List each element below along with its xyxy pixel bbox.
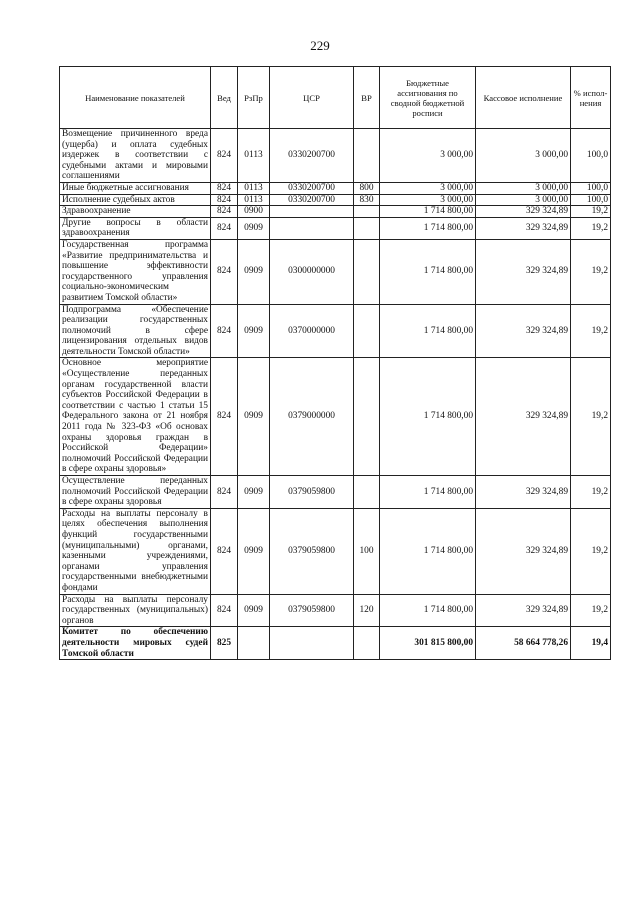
row-vr: [354, 358, 380, 476]
row-vr: 120: [354, 594, 380, 627]
row-cash: 329 324,89: [476, 358, 571, 476]
header-cash: Кассовое исполнение: [476, 67, 571, 129]
row-vr: 800: [354, 182, 380, 194]
row-budget: 301 815 800,00: [380, 627, 476, 660]
row-ved: 824: [211, 358, 238, 476]
row-pct: 100,0: [571, 194, 611, 206]
row-cash: 329 324,89: [476, 476, 571, 509]
row-ved: 824: [211, 476, 238, 509]
row-ved: 824: [211, 304, 238, 358]
header-csr: ЦСР: [270, 67, 354, 129]
row-rzpr: 0900: [238, 206, 270, 218]
row-vr: 830: [354, 194, 380, 206]
row-csr: 0330200700: [270, 194, 354, 206]
row-csr: [270, 217, 354, 239]
row-vr: [354, 206, 380, 218]
row-vr: [354, 129, 380, 183]
row-csr: 0370000000: [270, 304, 354, 358]
row-rzpr: 0909: [238, 304, 270, 358]
row-name: Комитет по обеспечению деятельности мировых судей Томской области: [60, 627, 211, 660]
row-rzpr: 0113: [238, 194, 270, 206]
header-budget: Бюджетные ассигнования по сводной бюджетной росписи: [380, 67, 476, 129]
table-row: [60, 358, 611, 476]
row-budget: 3 000,00: [380, 194, 476, 206]
row-budget: 1 714 800,00: [380, 476, 476, 509]
row-cash: 329 324,89: [476, 217, 571, 239]
row-csr: 0379059800: [270, 508, 354, 594]
budget-execution-table: [59, 66, 611, 660]
row-budget: 1 714 800,00: [380, 508, 476, 594]
row-pct: 19,2: [571, 476, 611, 509]
row-pct: 19,2: [571, 304, 611, 358]
row-cash: 58 664 778,26: [476, 627, 571, 660]
row-pct: 19,4: [571, 627, 611, 660]
row-vr: [354, 239, 380, 304]
row-rzpr: 0909: [238, 508, 270, 594]
row-vr: 100: [354, 508, 380, 594]
row-pct: 19,2: [571, 239, 611, 304]
row-name: Исполнение судебных актов: [60, 194, 211, 206]
header-vr: ВР: [354, 67, 380, 129]
row-name: Возмещение причиненного вреда (ущерба) и оплата судебных издержек в соответствии с судебными актами и мировыми соглашениями: [60, 129, 211, 183]
row-rzpr: 0909: [238, 239, 270, 304]
row-csr: 0330200700: [270, 129, 354, 183]
row-cash: 329 324,89: [476, 508, 571, 594]
table-row: [60, 594, 611, 627]
row-pct: 19,2: [571, 594, 611, 627]
row-ved: 824: [211, 194, 238, 206]
row-rzpr: 0909: [238, 476, 270, 509]
row-budget: 1 714 800,00: [380, 358, 476, 476]
table-row: [60, 217, 611, 239]
table-row: [60, 182, 611, 194]
row-cash: 329 324,89: [476, 594, 571, 627]
row-budget: 1 714 800,00: [380, 217, 476, 239]
row-ved: 824: [211, 182, 238, 194]
row-vr: [354, 476, 380, 509]
row-pct: 19,2: [571, 206, 611, 218]
row-budget: 3 000,00: [380, 129, 476, 183]
page-number: 229: [310, 38, 330, 53]
table-row: [60, 239, 611, 304]
row-csr: 0330200700: [270, 182, 354, 194]
row-budget: 1 714 800,00: [380, 206, 476, 218]
table-row: [60, 476, 611, 509]
row-cash: 329 324,89: [476, 304, 571, 358]
row-csr: 0379059800: [270, 594, 354, 627]
row-rzpr: 0113: [238, 129, 270, 183]
row-budget: 1 714 800,00: [380, 304, 476, 358]
row-name: Подпрограмма «Обеспечение реализации государственных полномочий в сфере лицензирования отдельных видов деятельности Томской области»: [60, 304, 211, 358]
row-budget: 3 000,00: [380, 182, 476, 194]
row-ved: 824: [211, 129, 238, 183]
row-name: Иные бюджетные ассигнования: [60, 182, 211, 194]
row-name: Осуществление переданных полномочий Российской Федерации в сфере охраны здоровья: [60, 476, 211, 509]
row-budget: 1 714 800,00: [380, 239, 476, 304]
table-row: [60, 194, 611, 206]
row-name: Здравоохранение: [60, 206, 211, 218]
row-pct: 19,2: [571, 508, 611, 594]
row-ved: 824: [211, 217, 238, 239]
row-name: Расходы на выплаты персоналу государственных (муниципальных) органов: [60, 594, 211, 627]
row-rzpr: 0909: [238, 358, 270, 476]
row-name: Государственная программа «Развитие предпринимательства и повышение эффективности государственного управления социально-экономическим развитием Томской области»: [60, 239, 211, 304]
row-csr: [270, 206, 354, 218]
row-name: Расходы на выплаты персоналу в целях обеспечения выполнения функций государственными (муниципальными) органами, казенными учреждениями, органами управления государственными внебюджетными фондами: [60, 508, 211, 594]
row-csr: [270, 627, 354, 660]
row-pct: 19,2: [571, 358, 611, 476]
header-ved: Вед: [211, 67, 238, 129]
row-ved: 824: [211, 508, 238, 594]
row-vr: [354, 627, 380, 660]
row-rzpr: 0113: [238, 182, 270, 194]
header-rzpr: РзПр: [238, 67, 270, 129]
table-row-total: [60, 627, 611, 660]
table-header-row: [60, 67, 611, 129]
row-cash: 3 000,00: [476, 129, 571, 183]
row-ved: 824: [211, 594, 238, 627]
row-budget: 1 714 800,00: [380, 594, 476, 627]
row-cash: 3 000,00: [476, 182, 571, 194]
row-ved: 825: [211, 627, 238, 660]
row-rzpr: 0909: [238, 594, 270, 627]
row-vr: [354, 304, 380, 358]
row-pct: 19,2: [571, 217, 611, 239]
row-rzpr: [238, 627, 270, 660]
table-row: [60, 304, 611, 358]
table-row: [60, 129, 611, 183]
row-pct: 100,0: [571, 129, 611, 183]
row-cash: 329 324,89: [476, 206, 571, 218]
row-cash: 329 324,89: [476, 239, 571, 304]
row-ved: 824: [211, 239, 238, 304]
row-csr: 0379059800: [270, 476, 354, 509]
row-csr: 0300000000: [270, 239, 354, 304]
row-vr: [354, 217, 380, 239]
header-pct: % испол- нения: [571, 67, 611, 129]
row-rzpr: 0909: [238, 217, 270, 239]
table-row: [60, 206, 611, 218]
row-name: Основное мероприятие «Осуществление переданных органам государственной власти субъектов Российской Федерации в соответствии с частью 1 статьи 15 Федерального закона от 21 ноября 2011 года № 323-ФЗ «Об основах охраны здоровья граждан в Российской Федерации» полномочий Российской Федерации в сфере охраны здоровья»: [60, 358, 211, 476]
row-csr: 0379000000: [270, 358, 354, 476]
row-ved: 824: [211, 206, 238, 218]
row-cash: 3 000,00: [476, 194, 571, 206]
row-name: Другие вопросы в области здравоохранения: [60, 217, 211, 239]
row-pct: 100,0: [571, 182, 611, 194]
table-row: [60, 508, 611, 594]
header-name: Наименование показателей: [60, 67, 211, 129]
